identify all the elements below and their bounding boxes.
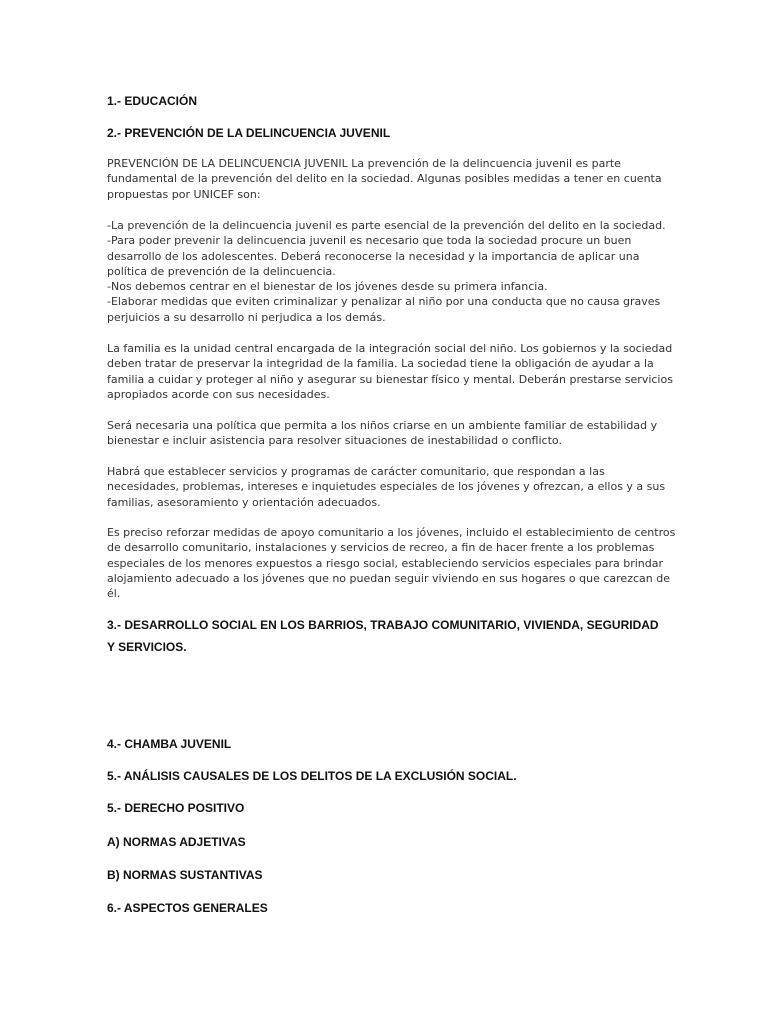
- paragraph-line: de desarrollo comunitario, instalaciones y servicios de recreo, a fin de hacer frente a los problemas: [107, 541, 655, 555]
- paragraph-line: propuestas por UNICEF son:: [107, 187, 261, 201]
- heading-educacion: 1.- EDUCACIÓN: [107, 94, 198, 108]
- heading-desarrollo-social: 3.- DESARROLLO SOCIAL EN LOS BARRIOS, TRABAJO COMUNITARIO, VIVIENDA, SEGURIDAD Y SERVICIOS.: [107, 618, 659, 654]
- paragraph-line: él.: [107, 587, 121, 601]
- paragraph-medidas-list: [107, 218, 667, 325]
- paragraph-line: PREVENCIÓN DE LA DELINCUENCIA JUVENIL La prevención de la delincuencia juvenil es parte: [107, 157, 621, 170]
- paragraph-line: alojamiento adecuado a los jóvenes que no puedan seguir viviendo en sus hogares o que carezcan de: [107, 571, 670, 585]
- paragraph-line: especiales de los menores expuestos a riesgo social, estableciendo servicios especiales para brindar: [107, 556, 664, 570]
- paragraph-line: Es preciso reforzar medidas de apoyo comunitario a los jóvenes, incluido el establecimiento de centros: [107, 526, 676, 539]
- paragraph-line: La familia es la unidad central encargada de la integración social del niño. Los gobiernos y la sociedad: [107, 342, 673, 355]
- paragraph-line: -Nos debemos centrar en el bienestar de los jóvenes desde su primera infancia.: [107, 280, 548, 294]
- paragraph-servicios: [107, 464, 667, 510]
- paragraph-line: familia a cuidar y proteger al niño y asegurar su bienestar físico y mental. Deberán prestarse servicios: [107, 372, 673, 386]
- heading-prevencion-delincuencia: 2.- PREVENCIÓN DE LA DELINCUENCIA JUVENIL: [107, 126, 391, 140]
- paragraph-line: familias, asesoramiento y orientación adecuados.: [107, 495, 381, 509]
- paragraph-line: bienestar e incluir asistencia para resolver situaciones de inestabilidad o conflicto.: [107, 434, 562, 448]
- paragraph-line: Habrá que establecer servicios y programas de carácter comunitario, que respondan a las: [107, 465, 605, 478]
- paragraph-line: apropiados acorde con sus necesidades.: [107, 387, 330, 401]
- heading-normas-sustantivas: B) NORMAS SUSTANTIVAS: [107, 868, 263, 882]
- heading-chamba-juvenil: 4.- CHAMBA JUVENIL: [107, 737, 232, 751]
- heading-derecho-positivo: 5.- DERECHO POSITIVO: [107, 801, 245, 815]
- paragraph-line: deben tratar de preservar la integridad de la familia. La sociedad tiene la obligación de ayudar a la: [107, 357, 654, 371]
- heading-analisis-causales: 5.- ANÁLISIS CAUSALES DE LOS DELITOS DE LA EXCLUSIÓN SOCIAL.: [107, 769, 517, 783]
- paragraph-line: fundamental de la prevención del delito en la sociedad. Algunas posibles medidas a tener en cuenta: [107, 172, 662, 186]
- paragraph-politica: [107, 418, 667, 449]
- paragraph-line: política de prevención de la delincuencia.: [107, 264, 336, 278]
- paragraph-line: -Elaborar medidas que eviten criminalizar y penalizar al niño por una conducta que no causa graves: [107, 295, 661, 309]
- paragraph-line: -La prevención de la delincuencia juvenil es parte esencial de la prevención del delito en la sociedad.: [107, 219, 666, 232]
- paragraph-line: perjuicios a su desarrollo ni perjudica a los demás.: [107, 310, 386, 324]
- paragraph-line: desarrollo de los adolescentes. Deberá reconocerse la necesidad y la importancia de aplicar una: [107, 249, 640, 263]
- paragraph-line: necesidades, problemas, intereses e inquietudes especiales de los jóvenes y ofrezcan, a ellos y a sus: [107, 480, 666, 494]
- paragraph-line: Será necesaria una política que permita a los niños criarse en un ambiente familiar de estabilidad y: [107, 419, 658, 432]
- paragraph-intro: [107, 156, 667, 202]
- heading-normas-adjetivas: A) NORMAS ADJETIVAS: [107, 835, 246, 849]
- paragraph-apoyo-comunitario: [107, 525, 676, 601]
- paragraph-familia: [107, 341, 673, 402]
- heading-aspectos-generales: 6.- ASPECTOS GENERALES: [107, 901, 268, 915]
- paragraph-line: -Para poder prevenir la delincuencia juvenil es necesario que toda la sociedad procure un buen: [107, 234, 632, 248]
